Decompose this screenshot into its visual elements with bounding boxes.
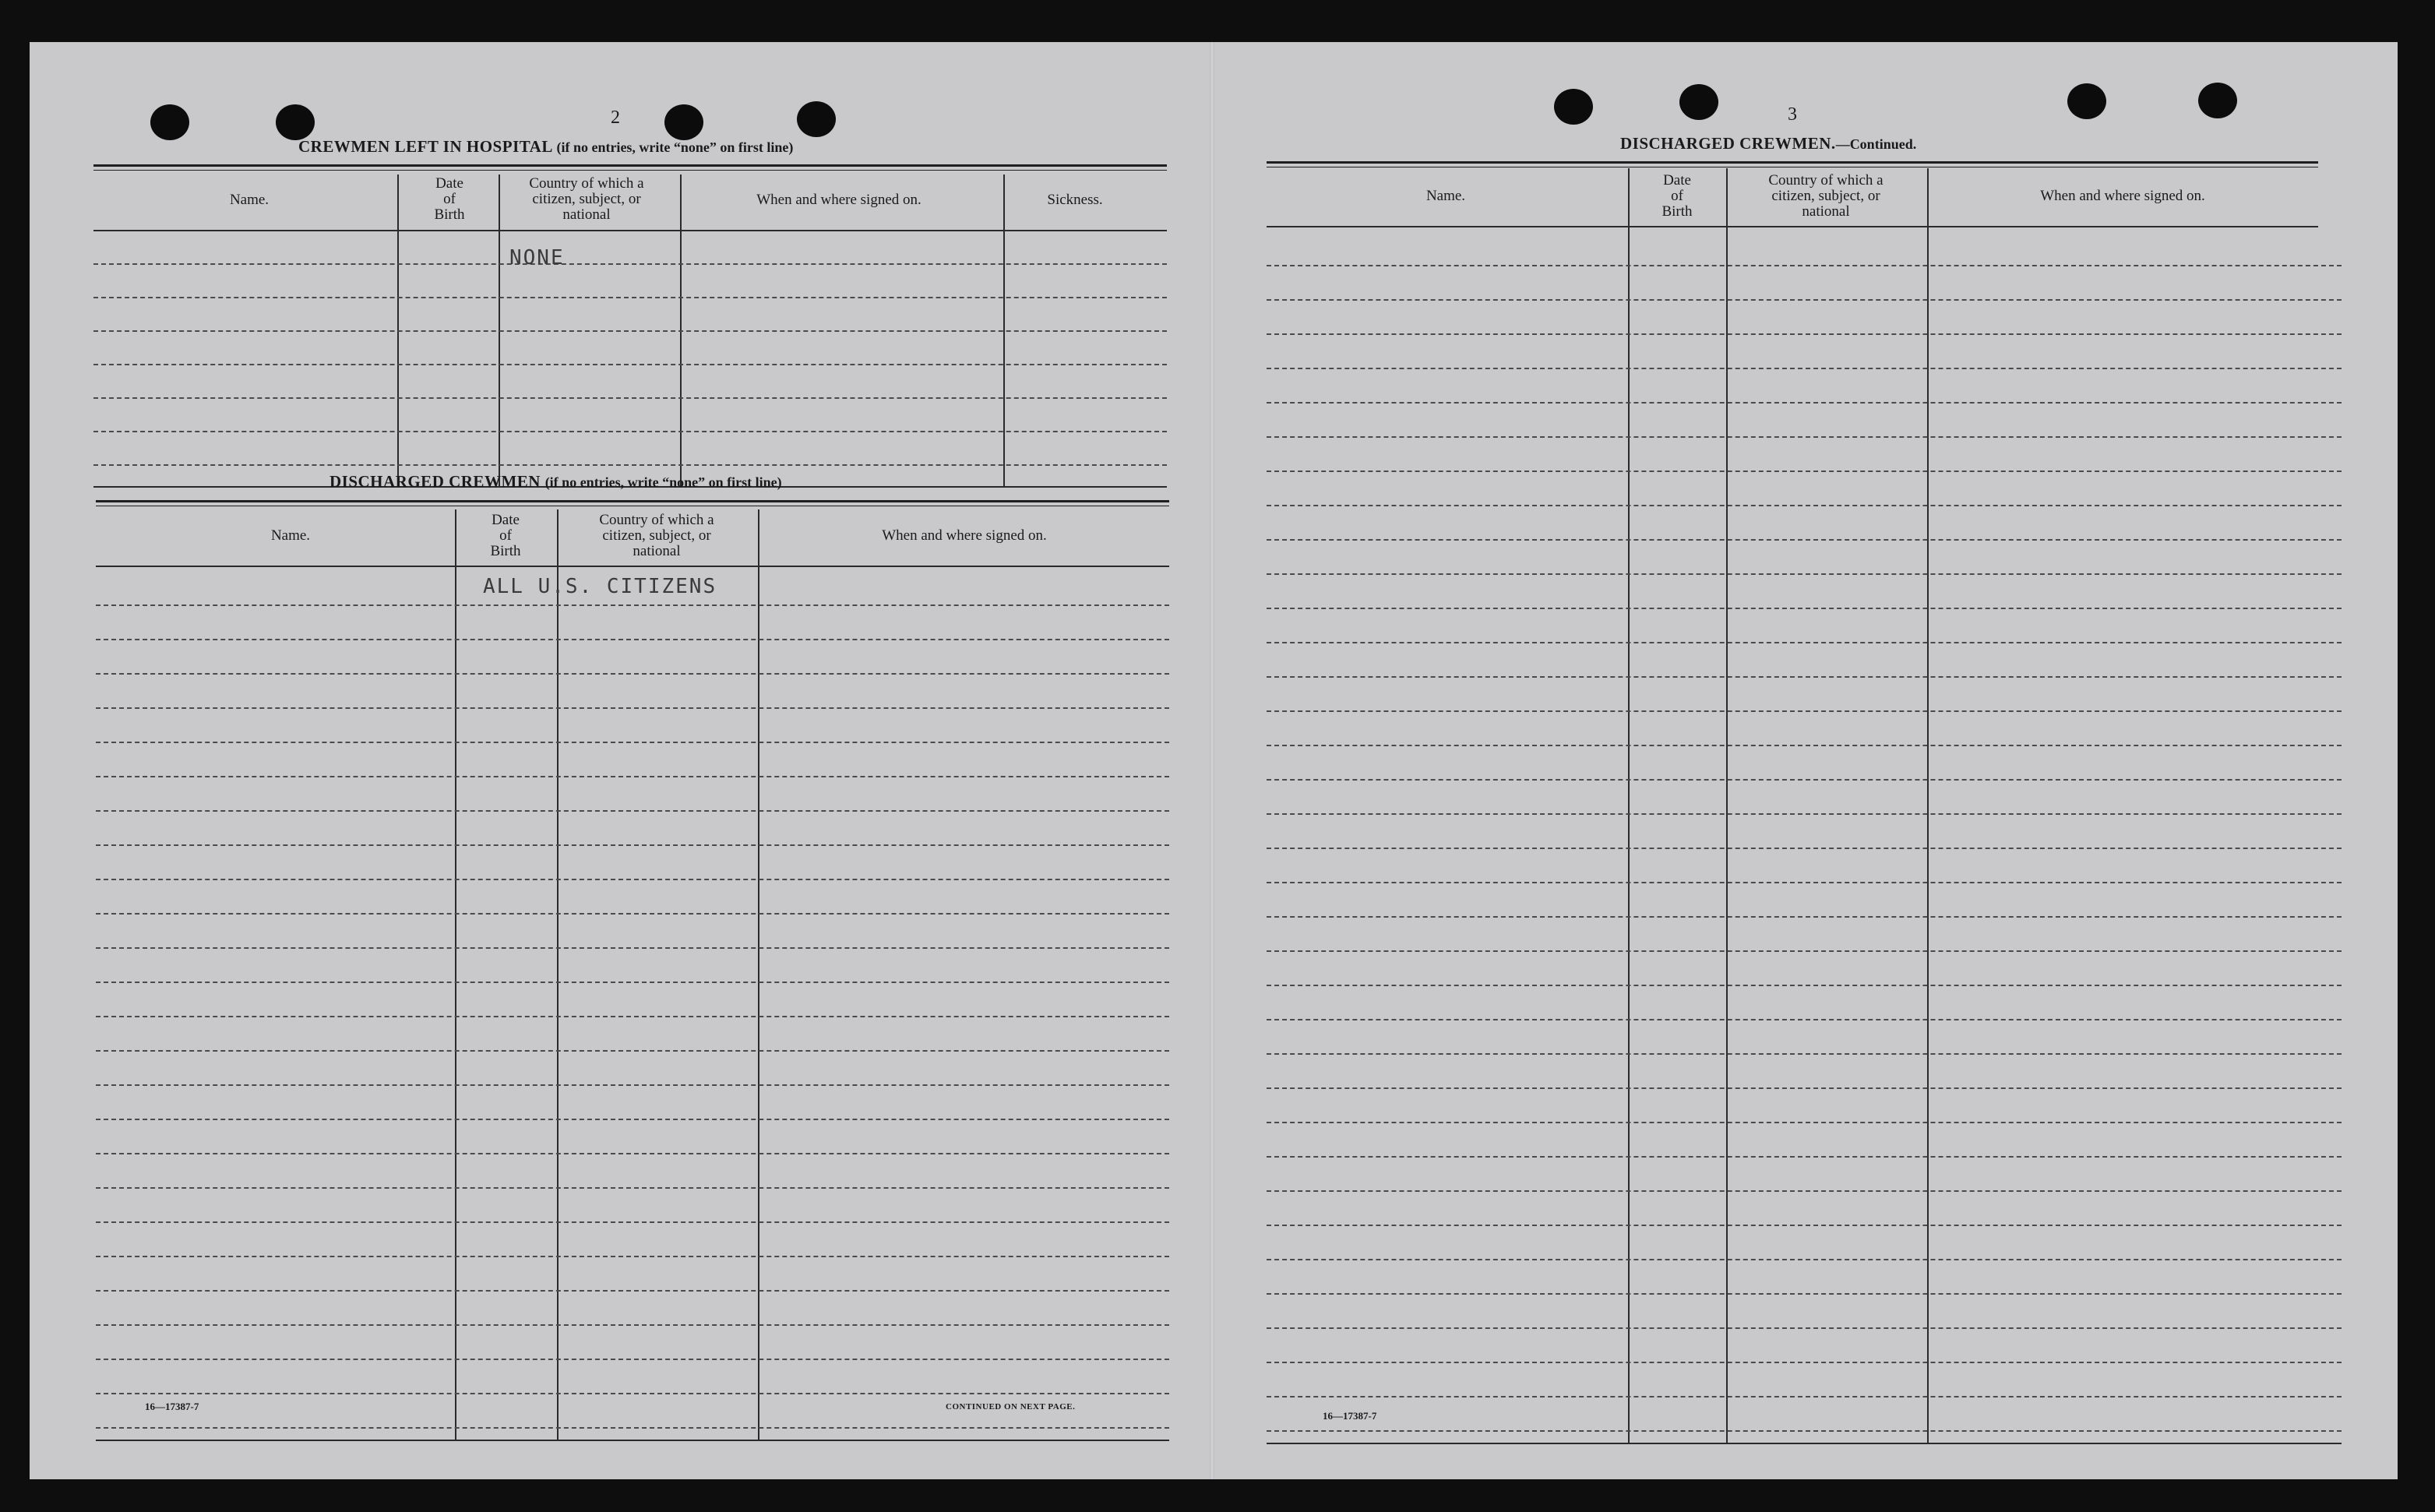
punch-hole [2067,83,2106,119]
ruled-line [93,297,1167,298]
ruled-line [1267,505,2342,506]
page-number: 3 [1788,104,1797,125]
hospital-col-signed [678,192,1000,208]
ruled-line [1267,1087,2342,1089]
discharged-col-divider [758,509,759,1440]
col-label: Birth [490,543,521,559]
ruled-line [96,707,1169,709]
col-label: Country of which a [599,512,714,528]
discharged-col-name [96,528,485,544]
col-label: national [562,206,611,223]
page-3 [1214,42,2398,1479]
right-col-name [1267,189,1625,204]
col-label: Birth [434,206,465,223]
ruled-line [96,1221,1169,1223]
col-label: When and where signed on. [2040,188,2205,204]
ruled-line [96,947,1169,949]
discharged-col-divider [455,509,456,1440]
col-label: When and where signed on. [882,527,1047,544]
ruled-line [1267,1327,2342,1329]
ruled-line [1267,333,2342,335]
ruled-line [1267,1396,2342,1397]
col-label: Name. [1425,188,1466,204]
col-label: national [633,543,681,559]
right-top-rule [1267,161,2318,167]
ruled-line [96,1427,1169,1429]
ruled-line [1267,539,2342,541]
hospital-section-title [298,137,793,157]
ruled-line [96,810,1169,812]
ruled-line [1267,848,2342,849]
col-label: Country of which a [529,175,644,192]
ruled-line [93,330,1167,332]
col-label: citizen, subject, or [532,191,641,207]
page-number: 2 [611,107,620,128]
ruled-line [1267,950,2342,952]
col-label: Sickness. [1047,192,1103,208]
col-label: citizen, subject, or [602,527,711,544]
ruled-line [1267,1225,2342,1226]
ruled-line [93,364,1167,365]
hospital-col-sickness [1003,192,1147,208]
ruled-line [1267,265,2342,266]
ruled-line [1267,1053,2342,1055]
ruled-line [96,1187,1169,1189]
ruled-line [96,1256,1169,1257]
right-col-dob [1628,173,1726,220]
right-col-country [1726,173,1926,220]
continued-suffix: —Continued. [1835,136,1917,152]
ruled-line [1267,1122,2342,1123]
document-sheet [30,42,2398,1479]
ruled-line [96,673,1169,675]
right-col-signed [1927,189,2318,204]
ruled-line [1267,813,2342,815]
ruled-line [1267,1019,2342,1020]
right-header-rule [1267,226,2318,227]
punch-hole [1554,89,1593,125]
form-number: 16—17387-7 [1323,1410,1377,1422]
ruled-line [1267,1259,2342,1260]
ruled-line [96,1290,1169,1292]
ruled-line [93,263,1167,265]
col-label: Date [1663,172,1691,189]
discharged-continued-title-text: DISCHARGED CREWMEN. [1620,134,1836,153]
col-label: When and where signed on. [756,192,921,208]
discharged-continued-title [1620,134,1916,153]
discharged-entry-typed: ALL U.S. CITIZENS [483,575,717,598]
hospital-top-rule [93,164,1167,171]
col-label: Country of which a [1768,172,1884,189]
ruled-line [96,879,1169,880]
ruled-line [96,1119,1169,1120]
ruled-line [1267,1293,2342,1295]
ruled-line [96,982,1169,983]
hospital-header-rule [93,230,1167,231]
punch-hole [276,104,315,140]
ruled-line [93,464,1167,466]
discharged-title-text: DISCHARGED CREWMEN [329,472,541,491]
col-label: citizen, subject, or [1771,188,1880,204]
ruled-line [1267,710,2342,712]
right-col-divider [1628,168,1630,1443]
discharged-top-rule [96,500,1169,506]
discharged-col-dob [455,513,556,559]
ruled-line [1267,402,2342,404]
ruled-line [1267,642,2342,643]
ruled-line [1267,745,2342,746]
ruled-line [1267,299,2342,301]
ruled-line [1267,676,2342,678]
discharged-col-divider [557,509,559,1440]
ruled-line [93,397,1167,399]
ruled-line [96,913,1169,915]
ruled-line [1267,1362,2342,1363]
ruled-line [1267,1430,2342,1432]
discharged-bottom-rule [96,1440,1169,1441]
ruled-line [96,1359,1169,1360]
ruled-line [1267,608,2342,609]
right-col-divider [1927,168,1929,1443]
form-number: 16—17387-7 [145,1401,199,1412]
ruled-line [96,1393,1169,1394]
ruled-line [1267,573,2342,575]
col-label: of [1671,188,1683,204]
punch-hole [1679,84,1718,120]
hospital-col-country [495,176,678,223]
continued-note: CONTINUED ON NEXT PAGE. [946,1402,1076,1412]
ruled-line [1267,916,2342,918]
col-label: of [443,191,456,207]
ruled-line [1267,436,2342,438]
hospital-entry-typed: NONE [509,246,565,270]
ruled-line [1267,1190,2342,1192]
hospital-col-dob [399,176,500,223]
discharged-title-note: (if no entries, write “none” on first line) [544,474,782,490]
right-bottom-rule [1267,1443,2342,1444]
ruled-line [96,604,1169,606]
ruled-line [96,1050,1169,1052]
hospital-col-name [93,192,405,208]
ruled-line [96,742,1169,743]
page-2 [30,42,1214,1479]
ruled-line [96,1153,1169,1154]
col-label: national [1802,203,1850,220]
ruled-line [1267,1156,2342,1158]
ruled-line [96,1324,1169,1326]
ruled-line [96,776,1169,777]
right-col-divider [1726,168,1728,1443]
punch-hole [797,101,836,137]
ruled-line [1267,368,2342,369]
col-label: Date [492,512,520,528]
discharged-section-title [329,472,782,492]
col-label: Name. [270,527,311,544]
col-label: Name. [229,192,270,208]
hospital-title-text: CREWMEN LEFT IN HOSPITAL [298,137,552,156]
col-label: Birth [1662,203,1693,220]
col-label: Date [435,175,463,192]
ruled-line [1267,985,2342,986]
discharged-col-country [555,513,758,559]
ruled-line [93,431,1167,432]
punch-hole [664,104,703,140]
punch-hole [150,104,189,140]
col-label: of [499,527,512,544]
hospital-title-note: (if no entries, write “none” on first line) [556,139,794,155]
ruled-line [1267,779,2342,781]
ruled-line [1267,471,2342,472]
discharged-header-rule [96,566,1169,567]
punch-hole [2198,83,2237,118]
ruled-line [96,639,1169,640]
ruled-line [1267,882,2342,883]
ruled-line [96,1016,1169,1017]
ruled-line [96,844,1169,846]
discharged-col-signed [758,528,1171,544]
ruled-line [96,1084,1169,1086]
